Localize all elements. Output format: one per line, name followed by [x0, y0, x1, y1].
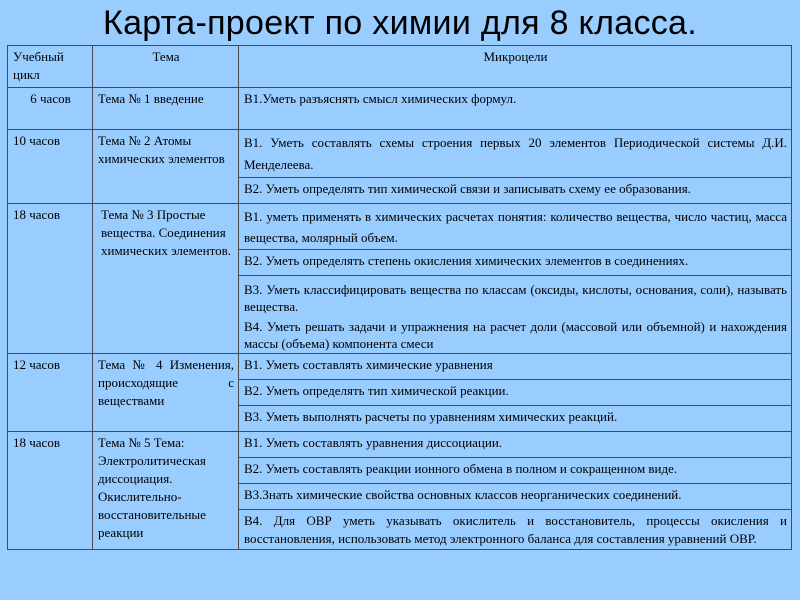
row-goal: В2. Уметь определять тип химической реакции.: [239, 380, 792, 406]
row-hours: 18 часов: [8, 432, 93, 550]
row-topic: Тема № 4 Изменения, происходящие с веществами: [93, 354, 239, 432]
row-goal: В4. Уметь решать задачи и упражнения на расчет доли (массовой или объемной) и нахождения массы (объема) компонента смеси: [239, 316, 792, 354]
row-hours: 6 часов: [8, 88, 93, 130]
row-goal: В4. Для ОВР уметь указывать окислитель и восстановитель, процессы окисления и восстановления, использовать метод электронного баланса для составления уравнений ОВР.: [239, 510, 792, 550]
page-title: Карта-проект по химии для 8 класса.: [102, 4, 698, 42]
table-header-row: [8, 46, 792, 88]
table-row: [8, 204, 792, 250]
table-row: [8, 88, 792, 130]
header-goals: Микроцели: [239, 46, 792, 88]
table-row: [8, 432, 792, 458]
row-goal: В2. Уметь определять степень окисления химических элементов в соединениях.: [239, 250, 792, 276]
header-topic: Тема: [93, 46, 239, 88]
row-hours: 18 часов: [8, 204, 93, 354]
row-goal: В1. Уметь составлять уравнения диссоциации.: [239, 432, 792, 458]
row-goal: В2. Уметь составлять реакции ионного обмена в полном и сокращенном виде.: [239, 458, 792, 484]
row-topic: Тема № 2 Атомы химических элементов: [93, 130, 239, 204]
row-topic: Тема № 5 Тема: Электролитическая диссоциация. Окислительно-восстановительные реакции: [93, 432, 239, 550]
row-goal: В1. уметь применять в химических расчетах понятия: количество вещества, число частиц, масса вещества, молярный объем.: [239, 204, 792, 250]
row-hours: 12 часов: [8, 354, 93, 432]
row-topic: Тема № 1 введение: [93, 88, 239, 130]
row-topic: Тема № 3 Простые вещества. Соединения химических элементов.: [93, 204, 239, 354]
project-table: [7, 45, 792, 550]
row-goal: В1.Уметь разъяснять смысл химических формул.: [239, 88, 792, 130]
row-goal: В3. Уметь классифицировать вещества по классам (оксиды, кислоты, основания, соли), называть вещества.: [239, 276, 792, 317]
row-goal: В3. Уметь выполнять расчеты по уравнениям химических реакций.: [239, 406, 792, 432]
header-cycle: Учебный цикл: [8, 46, 93, 88]
row-goal: В2. Уметь определять тип химической связи и записывать схему ее образования.: [239, 178, 792, 204]
row-goal: В3.Знать химические свойства основных классов неорганических соединений.: [239, 484, 792, 510]
table-row: [8, 130, 792, 178]
table-row: [8, 354, 792, 380]
row-hours: 10 часов: [8, 130, 93, 204]
row-goal: В1. Уметь составлять химические уравнения: [239, 354, 792, 380]
row-goal: В1. Уметь составлять схемы строения первых 20 элементов Периодической системы Д.И. Менделеева.: [239, 130, 792, 178]
